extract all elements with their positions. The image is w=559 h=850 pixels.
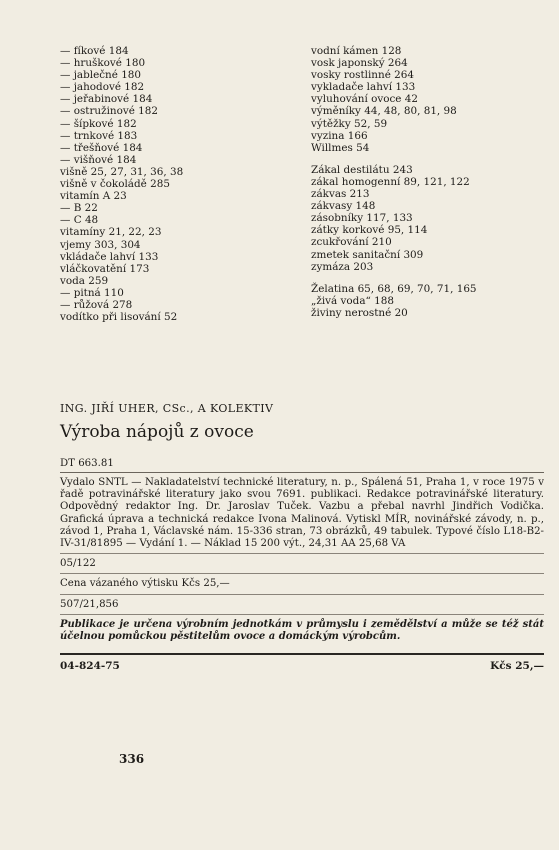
- book-authors: ING. JIŘÍ UHER, CSc., A KOLEKTIV: [60, 402, 274, 415]
- index-entry: — hruškové 180: [60, 57, 146, 70]
- index-entry: višně 25, 27, 31, 36, 38: [60, 165, 184, 178]
- index-entry: vjemy 303, 304: [60, 238, 141, 251]
- catalog-code-2: 507/21,856: [60, 598, 119, 610]
- index-entry: voda 259: [60, 274, 109, 287]
- index-entry: zmetek sanitační 309: [311, 248, 424, 261]
- divider: [60, 573, 544, 574]
- price-bound-copy: Cena vázaného výtisku Kčs 25,—: [60, 578, 230, 590]
- catalog-code: 05/122: [60, 558, 96, 570]
- index-entry: — třešňové 184: [60, 141, 143, 154]
- index-entry: vosk japonský 264: [311, 57, 408, 70]
- thick-divider: [60, 653, 544, 655]
- index-entry: zákvas 213: [311, 188, 370, 201]
- index-entry: — pitná 110: [60, 286, 124, 299]
- book-title: Výroba nápojů z ovoce: [60, 422, 254, 442]
- index-entry: — B 22: [60, 202, 98, 215]
- order-code: 04-824-75: [60, 660, 120, 673]
- divider: [60, 594, 544, 595]
- index-entry: vláčkovatění 173: [60, 262, 150, 275]
- divider: [60, 553, 544, 554]
- index-entry: „živá voda“ 188: [311, 294, 394, 307]
- index-entry: — trnkové 183: [60, 129, 138, 142]
- index-entry: vitamíny 21, 22, 23: [60, 226, 162, 239]
- index-entry: Želatina 65, 68, 69, 70, 71, 165: [311, 282, 477, 295]
- audience-note: Publikace je určena výrobním jednotkám v průmyslu i zemědělství a může se též stát účelnou pomůckou pěstitelům ovoce a domáckým výrobcům.: [60, 618, 544, 643]
- index-entry: višně v čokoládě 285: [60, 178, 170, 191]
- index-entry: vodítko při lisování 52: [60, 311, 178, 324]
- index-entry: zymáza 203: [311, 260, 374, 273]
- order-price-line: [60, 660, 544, 672]
- index-entry: výměníky 44, 48, 80, 81, 98: [311, 105, 457, 118]
- page-number: 336: [119, 752, 145, 766]
- index-entry: vosky rostlinné 264: [311, 69, 414, 82]
- divider: [60, 472, 544, 473]
- index-entry: vodní kámen 128: [311, 45, 402, 57]
- index-entry: vyzina 166: [311, 129, 368, 142]
- index-entry: — jeřabinové 184: [60, 93, 153, 106]
- index-entry: — C 48: [60, 214, 99, 227]
- dt-classification: DT 663.81: [60, 458, 114, 469]
- index-entry: vyluhování ovoce 42: [311, 93, 418, 106]
- index-entry: Willmes 54: [311, 141, 370, 154]
- divider: [60, 614, 544, 615]
- index-entry: zákvasy 148: [311, 200, 376, 213]
- index-entry: — jablečné 180: [60, 69, 142, 82]
- index-entry: živiny nerostné 20: [311, 306, 408, 319]
- index-entry: — růžová 278: [60, 298, 133, 311]
- index-entry: vkládače lahví 133: [60, 250, 159, 263]
- index-right-column: [311, 45, 546, 319]
- index-entry: zátky korkové 95, 114: [311, 224, 428, 237]
- colophon: [60, 402, 544, 672]
- index-group-gap: [311, 273, 546, 283]
- index-entry: — ostružinové 182: [60, 105, 159, 118]
- index-entry: Zákal destilátu 243: [311, 163, 413, 176]
- index-entry: zcukřování 210: [311, 236, 392, 249]
- index-entry: — jahodové 182: [60, 81, 145, 94]
- index-entry: — višňové 184: [60, 153, 137, 166]
- index-group-gap: [311, 154, 546, 164]
- index-entry: vykladače lahví 133: [311, 81, 416, 94]
- index-entry: výtěžky 52, 59: [311, 117, 388, 130]
- book-price: Kčs 25,—: [490, 660, 544, 673]
- index-entry: vitamín A 23: [60, 190, 127, 203]
- index-entry: zákal homogenní 89, 121, 122: [311, 175, 470, 188]
- index-left-column: [60, 45, 300, 323]
- index-entry: — fíkové 184: [60, 45, 129, 57]
- publisher-details: Vydalo SNTL — Nakladatelství technické literatury, n. p., Spálená 51, Praha 1, v roce 1975 v řadě potravinářské literatury jako svou 7691. publikaci. Redakce potravinářské literatury. Odpovědný redaktor Ing. Dr. Jaroslav Tuček. Vazbu a přebal navrhl Jindřich Vodička. Grafická úprava a technická redakce Ivona Malinová. Vytiskl MÍR, novinářské závody, n. p., závod 1, Praha 1, Václavské nám. 15-336 stran, 73 obrázků, 49 tabulek. Typové číslo L18-B2-IV-31/81895 — Vydání 1. — Náklad 15 200 výt., 24,31 AA 25,68 VA: [60, 477, 544, 550]
- index-entry: — šípkové 182: [60, 117, 137, 130]
- index-entry: zásobníky 117, 133: [311, 212, 413, 225]
